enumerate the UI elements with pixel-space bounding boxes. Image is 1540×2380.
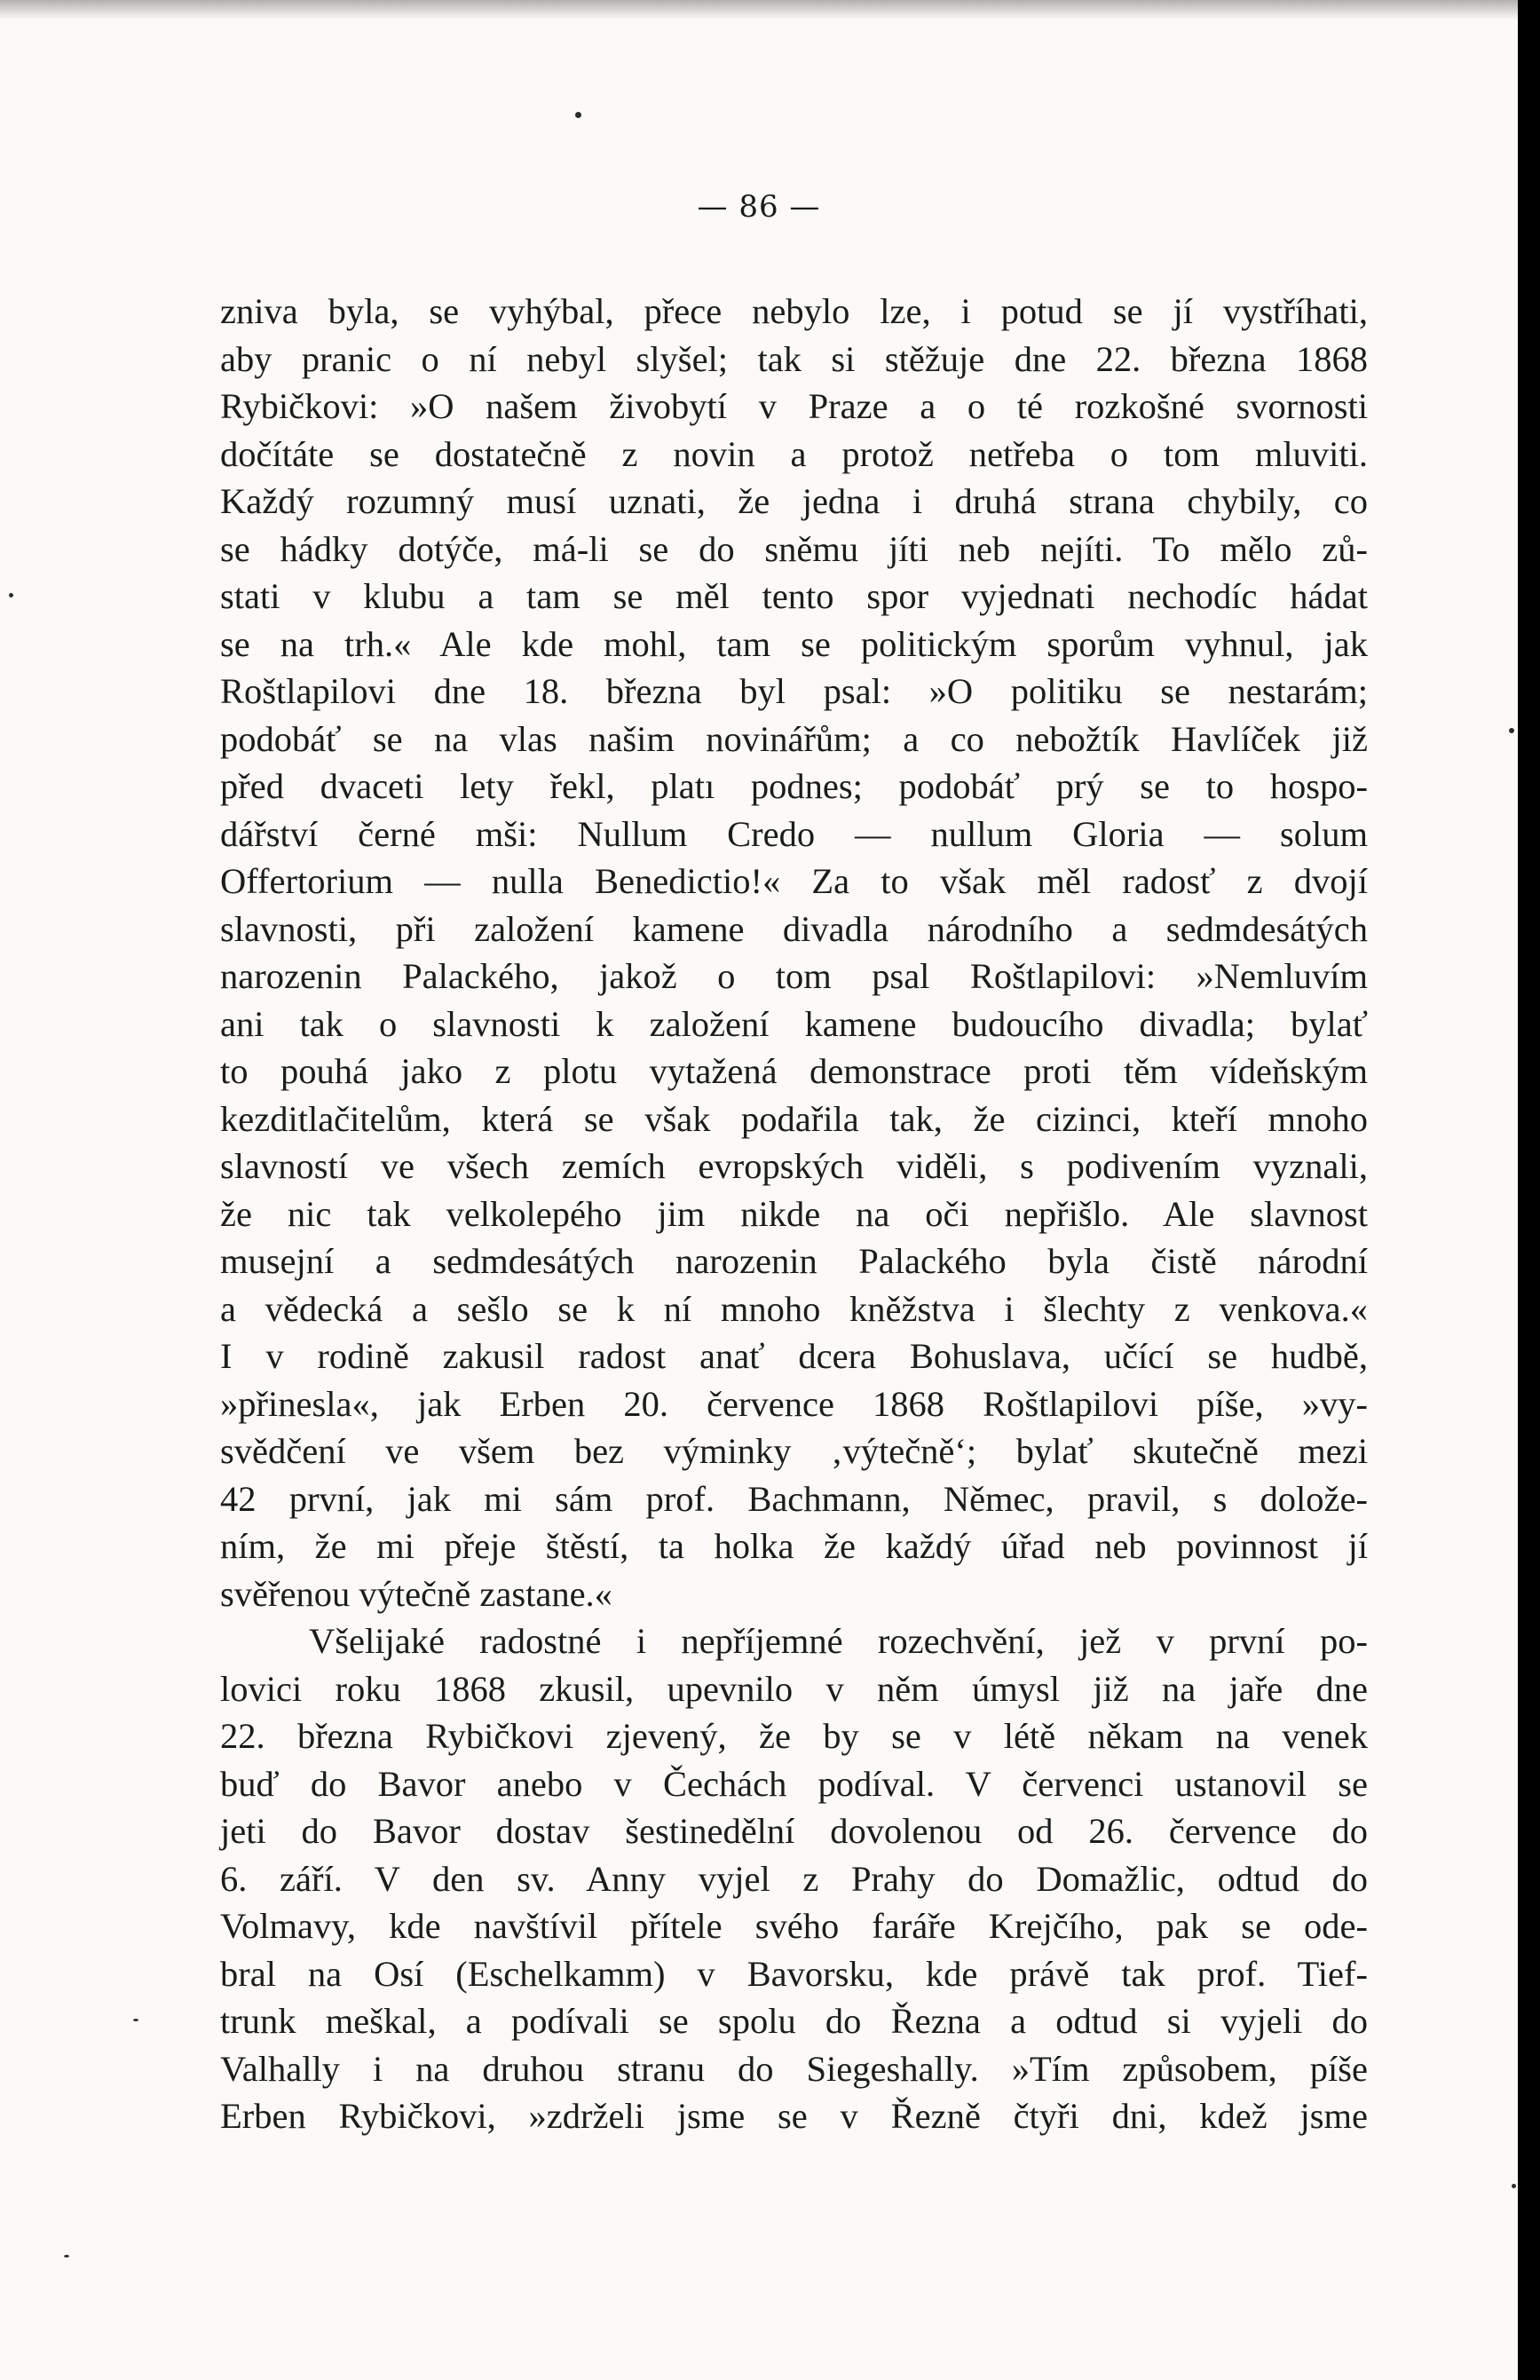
text-line: Volmavy, kde navštívil přítele svého faráře Krejčího, pak se ode- xyxy=(220,1906,1368,1946)
text-line: musejní a sedmdesátých narozenin Palackého byla čistě národní xyxy=(220,1241,1368,1281)
text-line: se hádky dotýče, má-li se do sněmu jíti neb nejíti. To mělo zů- xyxy=(220,528,1368,569)
text-line: aby pranic o ní nebyl slyšel; tak si stěžuje dne 22. března 1868 xyxy=(220,338,1368,379)
text-line: podobáť se na vlas našim novinářům; a co nebožtík Havlíček již xyxy=(220,718,1368,759)
scan-speck xyxy=(64,2255,69,2257)
scan-speck xyxy=(1509,728,1514,733)
text-line: lovici roku 1868 zkusil, upevnilo v něm úmysl již na jaře dne xyxy=(220,1668,1368,1709)
text-line: Erben Rybičkovi, »zdrželi jsme se v Řezně čtyři dni, kdež jsme xyxy=(220,2096,1368,2136)
text-line: Každý rozumný musí uznati, že jedna i druhá strana chybily, co xyxy=(220,481,1368,521)
text-line: slavnosti, při založení kamene divadla národního a sedmdesátých xyxy=(220,908,1368,949)
text-line: stati v klubu a tam se měl tento spor vyjednati nechodíc hádat xyxy=(220,576,1368,616)
scan-speck xyxy=(1512,2184,1516,2188)
text-line: ani tak o slavnosti k založení kamene budoucího divadla; bylať xyxy=(220,1003,1368,1044)
text-line: narozenin Palackého, jakož o tom psal Roštlapilovi: »Nemluvím xyxy=(220,956,1368,996)
scan-speck xyxy=(9,593,13,597)
text-line: a vědecká a sešlo se k ní mnoho kněžstva i šlechty z venkova.« xyxy=(220,1288,1368,1329)
text-line: bral na Osí (Eschelkamm) v Bavorsku, kde právě tak prof. Tief- xyxy=(220,1953,1368,1994)
scan-speck xyxy=(575,112,581,118)
text-line: Rybičkovi: »O našem živobytí v Praze a o té rozkošné svornosti xyxy=(220,386,1368,426)
text-line: Roštlapilovi dne 18. března byl psal: »O politiku se nestarám; xyxy=(220,671,1368,711)
text-line: že nic tak velkolepého jim nikde na oči nepřišlo. Ale slavnost xyxy=(220,1193,1368,1234)
text-line: dářství černé mši: Nullum Credo — nullum Gloria — solum xyxy=(220,813,1368,854)
text-line: jeti do Bavor dostav šestinedělní dovolenou od 26. července do xyxy=(220,1811,1368,1851)
text-line: Offertorium — nulla Benedictio!« Za to však měl radosť z dvojí xyxy=(220,861,1368,901)
text-line: svědčení ve všem bez výminky ‚výtečně‘; bylať skutečně mezi xyxy=(220,1431,1368,1471)
text-line-paragraph-start: Všelijaké radostné i nepříjemné rozechvění, jež v první po- xyxy=(309,1621,1368,1661)
text-line: 42 první, jak mi sám prof. Bachmann, Němec, pravil, s dolože- xyxy=(220,1478,1368,1519)
text-line: buď do Bavor anebo v Čechách podíval. V červenci ustanovil se xyxy=(220,1763,1368,1804)
text-line-paragraph-end: svěřenou výtečně zastane.« xyxy=(220,1573,612,1614)
text-line: slavností ve všech zemích evropských viděli, s podivením vyznali, xyxy=(220,1146,1368,1186)
page-number: — 86 — xyxy=(697,189,821,225)
text-line: I v rodině zakusil radost anať dcera Bohuslava, učící se hudbě, xyxy=(220,1336,1368,1376)
scan-speck xyxy=(133,2019,138,2021)
text-line: trunk meškal, a podívali se spolu do Řezna a odtud si vyjeli do xyxy=(220,2001,1368,2041)
body-text xyxy=(220,288,1368,2140)
text-line: zniva byla, se vyhýbal, přece nebylo lze, i potud se jí vystříhati, xyxy=(220,291,1368,331)
text-line: ním, že mi přeje štěstí, ta holka že každý úřad neb povinnost jí xyxy=(220,1526,1368,1566)
text-line: se na trh.« Ale kde mohl, tam se politickým sporům vyhnul, jak xyxy=(220,623,1368,664)
text-line: 22. března Rybičkovi zjevený, že by se v létě někam na venek xyxy=(220,1716,1368,1756)
text-line: 6. září. V den sv. Anny vyjel z Prahy do Domažlic, odtud do xyxy=(220,1858,1368,1899)
text-line: před dvaceti lety řekl, platı podnes; podobáť prý se to hospo- xyxy=(220,766,1368,806)
text-line: »přinesla«, jak Erben 20. července 1868 Roštlapilovi píše, »vy- xyxy=(220,1383,1368,1424)
text-line: Valhally i na druhou stranu do Siegeshally. »Tím způsobem, píše xyxy=(220,2048,1368,2089)
text-line: to pouhá jako z plotu vytažená demonstrace proti těm vídeňským xyxy=(220,1051,1368,1091)
page-top-edge xyxy=(0,0,1518,20)
text-line: kezditlačitelům, která se však podařila tak, že cizinci, kteří mnoho xyxy=(220,1098,1368,1139)
text-line: dočítáte se dostatečně z novin a protož netřeba o tom mluviti. xyxy=(220,433,1368,474)
